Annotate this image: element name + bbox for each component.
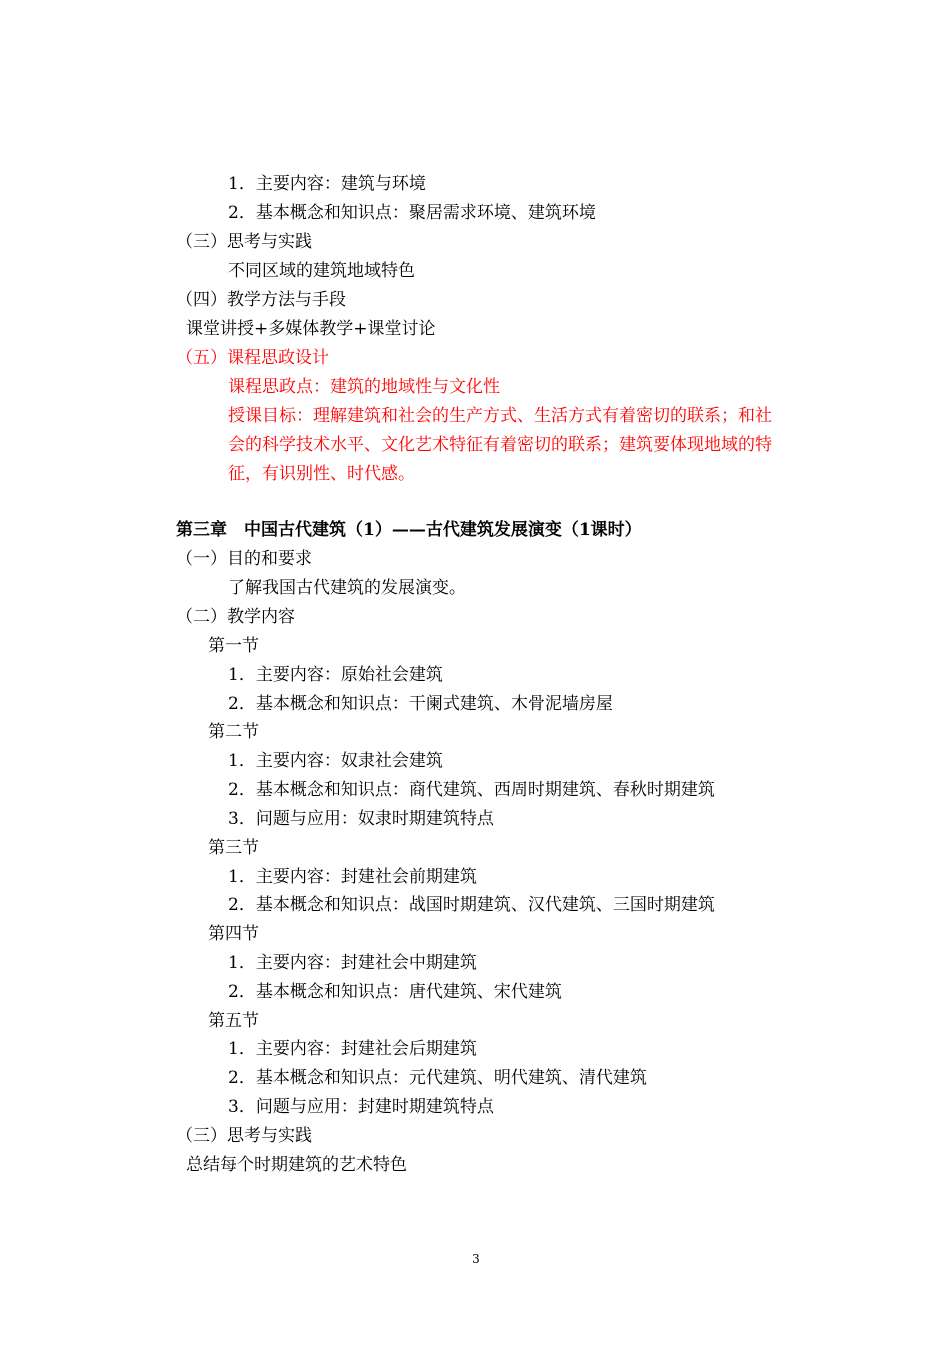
content-line: 1．主要内容：封建社会中期建筑	[228, 953, 477, 973]
subsection-heading: 第五节	[208, 1011, 259, 1031]
subsection-heading: 第一节	[208, 636, 259, 656]
concept-line: 2．基本概念和知识点：元代建筑、明代建筑、清代建筑	[228, 1068, 647, 1088]
body-text: 课堂讲授+多媒体教学+课堂讨论	[186, 319, 436, 339]
subsection-heading: 第四节	[208, 924, 259, 944]
section-heading: （三）思考与实践	[176, 232, 312, 252]
concept-line: 2．基本概念和知识点：干阑式建筑、木骨泥墙房屋	[228, 694, 613, 714]
ideology-point: 课程思政点：建筑的地域性与文化性	[228, 377, 500, 397]
content-line: 1．主要内容：建筑与环境	[228, 174, 426, 194]
subsection-heading: 第三节	[208, 838, 259, 858]
ideology-goal-line-2: 会的科学技术水平、文化艺术特征有着密切的联系；建筑要体现地域的特	[228, 435, 772, 455]
section-heading: （一）目的和要求	[176, 549, 312, 569]
content-line: 1．主要内容：原始社会建筑	[228, 665, 443, 685]
application-line: 3．问题与应用：封建时期建筑特点	[228, 1097, 494, 1117]
application-line: 3．问题与应用：奴隶时期建筑特点	[228, 809, 494, 829]
concept-line: 2．基本概念和知识点：聚居需求环境、建筑环境	[228, 203, 596, 223]
ideology-goal-line-1: 授课目标：理解建筑和社会的生产方式、生活方式有着密切的联系；和社	[228, 406, 772, 426]
body-text: 不同区域的建筑地域特色	[228, 261, 415, 281]
concept-line: 2．基本概念和知识点：战国时期建筑、汉代建筑、三国时期建筑	[228, 895, 715, 915]
section-heading: （二）教学内容	[176, 607, 295, 627]
content-line: 1．主要内容：封建社会后期建筑	[228, 1039, 477, 1059]
concept-line: 2．基本概念和知识点：商代建筑、西周时期建筑、春秋时期建筑	[228, 780, 715, 800]
ideology-goal-line-3: 征，有识别性、时代感。	[228, 464, 415, 484]
body-text: 总结每个时期建筑的艺术特色	[186, 1155, 407, 1175]
chapter-title: 第三章 中国古代建筑（1）——古代建筑发展演变（1课时）	[176, 520, 642, 540]
section-heading: （三）思考与实践	[176, 1126, 312, 1146]
content-line: 1．主要内容：奴隶社会建筑	[228, 751, 443, 771]
ideology-heading: （五）课程思政设计	[176, 348, 329, 368]
body-text: 了解我国古代建筑的发展演变。	[228, 578, 466, 598]
page-number: 3	[472, 1252, 480, 1266]
subsection-heading: 第二节	[208, 722, 259, 742]
content-line: 1．主要内容：封建社会前期建筑	[228, 867, 477, 887]
section-heading: （四）教学方法与手段	[176, 290, 346, 310]
concept-line: 2．基本概念和知识点：唐代建筑、宋代建筑	[228, 982, 562, 1002]
